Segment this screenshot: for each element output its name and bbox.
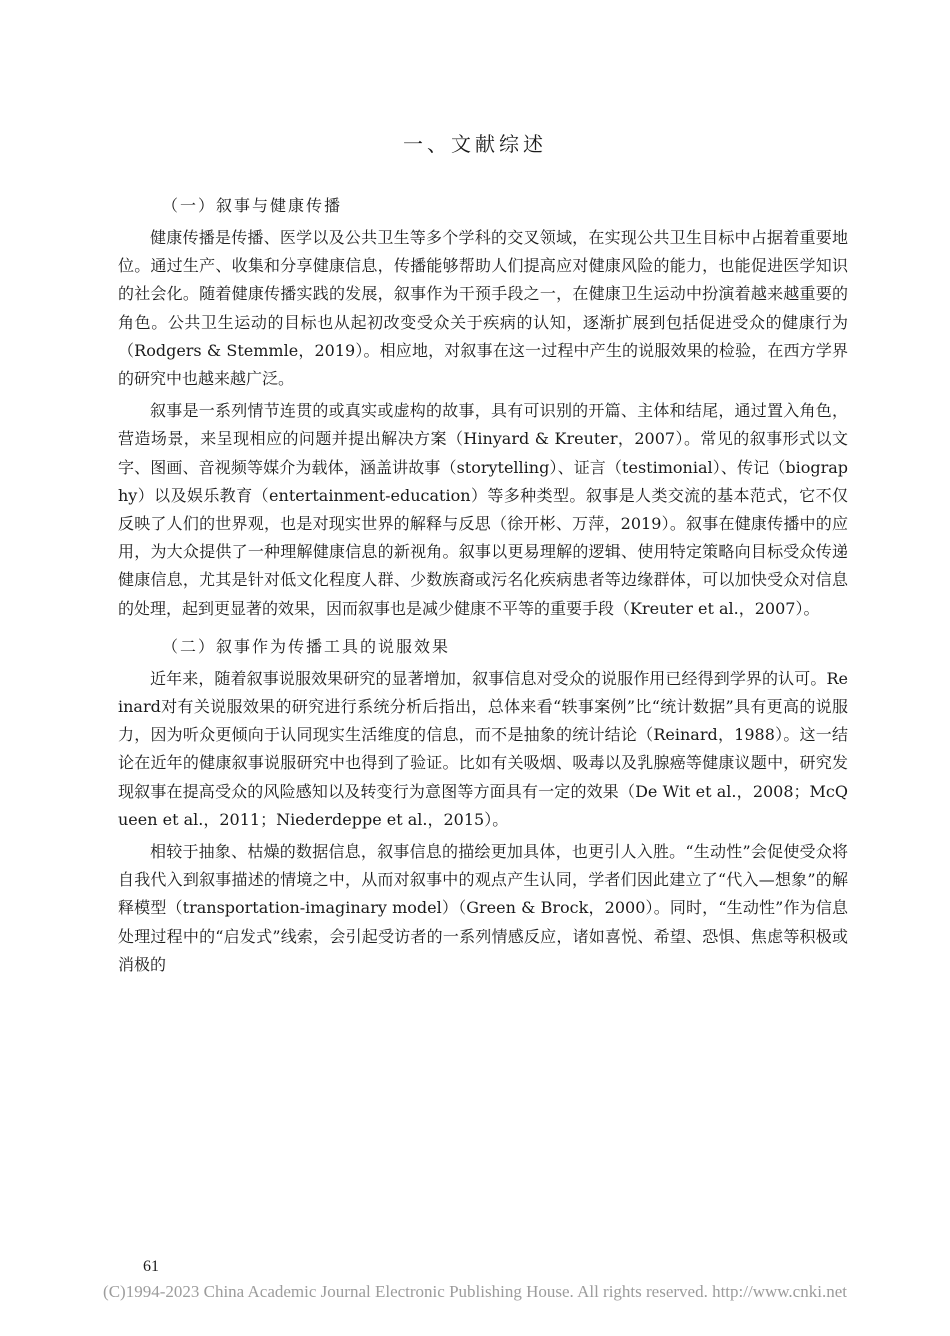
- paragraph: 健康传播是传播、医学以及公共卫生等多个学科的交叉领域，在实现公共卫生目标中占据着重要地位。通过生产、收集和分享健康信息，传播能够帮助人们提高应对健康风险的能力，也能促进医学知识的社会化。随着健康传播实践的发展，叙事作为干预手段之一，在健康卫生运动中扮演着越来越重要的角色。公共卫生运动的目标也从起初改变受众关于疾病的认知，逐渐扩展到包括促进受众的健康行为（Rodgers & Stemmle，2019）。相应地，对叙事在这一过程中产生的说服效果的检验，在西方学界的研究中也越来越广泛。: [118, 228, 848, 389]
- paragraph: 相较于抽象、枯燥的数据信息，叙事信息的描绘更加具体，也更引人入胜。“生动性”会促使受众将自我代入到叙事描述的情境之中，从而对叙事中的观点产生认同，学者们因此建立了“代入—想象”的解释模型（transportation-imaginary model）（Green & Brock，2000）。同时，“生动性”作为信息处理过程中的“启发式”线索，会引起受访者的一系列情感反应，诸如喜悦、希望、恐惧、焦虑等积极或消极的: [118, 842, 848, 974]
- section-heading-1: （一）叙事与健康传播: [162, 196, 343, 215]
- page-number: 61: [143, 1258, 159, 1275]
- paragraph: 叙事是一系列情节连贯的或真实或虚构的故事，具有可识别的开篇、主体和结尾，通过置入角色，营造场景，来呈现相应的问题并提出解决方案（Hinyard & Kreuter，2007）。常见的叙事形式以文字、图画、音视频等媒介为载体，涵盖讲故事（storytelling）、证言（testimonial）、传记（biography）以及娱乐教育（entertainment-education）等多种类型。叙事是人类交流的基本范式，它不仅反映了人们的世界观，也是对现实世界的解释与反思（徐开彬、万萍，2019）。叙事在健康传播中的应用，为大众提供了一种理解健康信息的新视角。叙事以更易理解的逻辑、使用特定策略向目标受众传递健康信息，尤其是针对低文化程度人群、少数族裔或污名化疾病患者等边缘群体，可以加快受众对信息的处理，起到更显著的效果，因而叙事也是减少健康不平等的重要手段（Kreuter et al.，2007）。: [118, 401, 848, 618]
- chapter-title: 一、文献综述: [403, 132, 547, 156]
- copyright-notice: (C)1994-2023 China Academic Journal Electronic Publishing House. All rights reserved. http://www.cnki.net: [103, 1282, 847, 1301]
- section-heading-2: （二）叙事作为传播工具的说服效果: [162, 636, 451, 656]
- paragraph: 近年来，随着叙事说服效果研究的显著增加，叙事信息对受众的说服作用已经得到学界的认可。Reinard对有关说服效果的研究进行系统分析后指出，总体来看“轶事案例”比“统计数据”具有更高的说服力，因为听众更倾向于认同现实生活维度的信息，而不是抽象的统计结论（Reinard，1988）。这一结论在近年的健康叙事说服研究中也得到了验证。比如有关吸烟、吸毒以及乳腺癌等健康议题中，研究发现叙事在提高受众的风险感知以及转变行为意图等方面具有一定的效果（De Wit et al.，2008；McQueen et al.，2011；Niederdeppe et al.，2015）。: [118, 668, 848, 829]
- article-body: [118, 188, 848, 983]
